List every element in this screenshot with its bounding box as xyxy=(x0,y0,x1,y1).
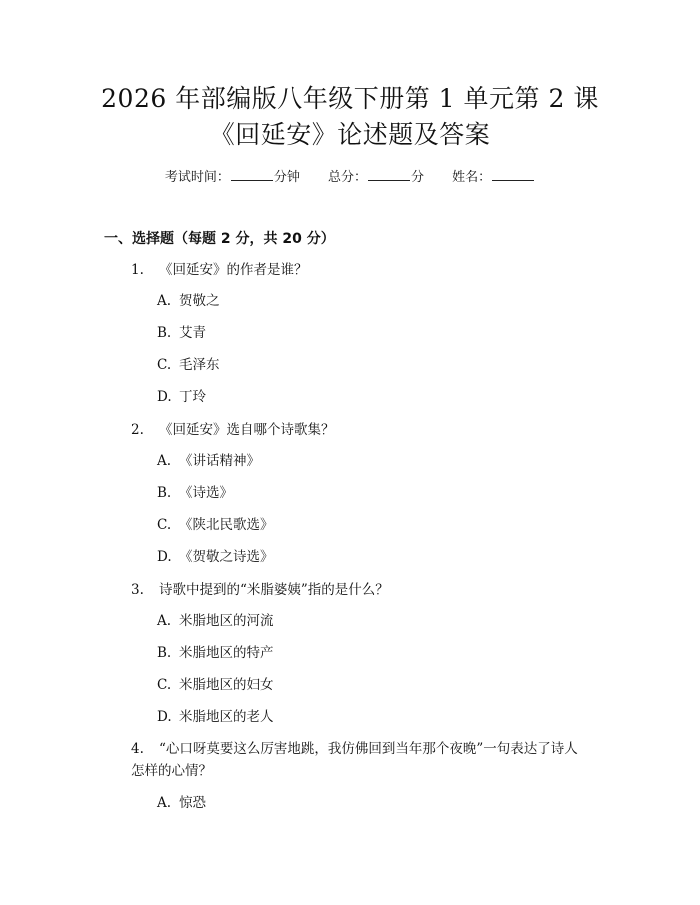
question-2-option-c xyxy=(157,515,274,535)
option-letter: B. xyxy=(157,485,172,501)
student-name-label: 姓名： xyxy=(452,170,492,185)
question-text: 《回延安》的作者是谁？ xyxy=(159,262,308,278)
question-text-body: “心口呀莫要这么厉害地跳，我仿佛回到当年那个夜晚”一句表达了诗人怎样的心情？ xyxy=(131,741,578,779)
document-title-line-2: 《回延安》论述题及答案 xyxy=(209,120,491,149)
question-4 xyxy=(131,738,581,782)
total-score-blank[interactable] xyxy=(368,168,410,181)
student-name-blank[interactable] xyxy=(492,168,534,181)
question-number: 4. xyxy=(131,741,144,757)
option-text: 《贺敬之诗选》 xyxy=(179,549,274,565)
student-name xyxy=(452,168,535,188)
option-letter: C. xyxy=(157,677,172,693)
exam-time-blank[interactable] xyxy=(231,168,273,181)
question-2 xyxy=(131,419,611,441)
option-text: 丁玲 xyxy=(179,389,206,405)
option-letter: C. xyxy=(157,517,172,533)
option-letter: D. xyxy=(157,549,172,565)
option-letter: A. xyxy=(157,293,172,309)
total-score-label: 总分： xyxy=(327,170,367,185)
question-2-option-d xyxy=(157,547,274,567)
option-text: 米脂地区的特产 xyxy=(179,645,274,661)
option-letter: A. xyxy=(157,613,172,629)
option-text: 米脂地区的妇女 xyxy=(179,677,274,693)
option-letter: A. xyxy=(157,453,172,469)
exam-time-unit: 分钟 xyxy=(273,170,300,185)
document-title-line-1: 2026 年部编版八年级下册第 1 单元第 2 课 xyxy=(101,84,599,113)
exam-meta xyxy=(0,168,700,188)
question-1-option-b xyxy=(157,323,206,343)
option-letter: C. xyxy=(157,357,172,373)
question-text: 诗歌中提到的“米脂婆姨”指的是什么？ xyxy=(159,582,389,598)
question-1 xyxy=(131,259,611,281)
question-1-option-d xyxy=(157,387,206,407)
question-3-option-c xyxy=(157,675,274,695)
question-number: 1. xyxy=(131,262,144,278)
option-text: 米脂地区的河流 xyxy=(179,613,274,629)
exam-time-label: 考试时间： xyxy=(164,170,230,185)
question-1-option-a xyxy=(157,291,220,311)
question-1-option-c xyxy=(157,355,220,375)
question-3-option-b xyxy=(157,643,274,663)
option-text: 艾青 xyxy=(179,325,206,341)
total-score-unit: 分 xyxy=(411,170,425,185)
question-text xyxy=(131,738,581,782)
option-letter: D. xyxy=(157,709,172,725)
option-text: 贺敬之 xyxy=(179,293,220,309)
question-3-option-d xyxy=(157,707,274,727)
question-number: 2. xyxy=(131,422,144,438)
section-heading: 一、选择题（每题 2 分，共 20 分） xyxy=(104,231,335,247)
total-score xyxy=(328,168,424,188)
question-2-option-a xyxy=(157,451,260,471)
option-text: 毛泽东 xyxy=(179,357,220,373)
option-letter: D. xyxy=(157,389,172,405)
exam-time xyxy=(165,168,300,188)
question-number: 3. xyxy=(131,582,144,598)
option-letter: A. xyxy=(157,795,172,811)
option-text: 米脂地区的老人 xyxy=(179,709,274,725)
question-3 xyxy=(131,579,611,601)
option-text: 《诗选》 xyxy=(179,485,233,501)
option-text: 《陕北民歌选》 xyxy=(179,517,274,533)
option-letter: B. xyxy=(157,645,172,661)
option-text: 《讲话精神》 xyxy=(179,453,260,469)
option-letter: B. xyxy=(157,325,172,341)
question-text: 《回延安》选自哪个诗歌集？ xyxy=(159,422,335,438)
question-3-option-a xyxy=(157,611,274,631)
question-2-option-b xyxy=(157,483,233,503)
option-text: 惊恐 xyxy=(179,795,206,811)
question-4-option-a xyxy=(157,793,206,813)
